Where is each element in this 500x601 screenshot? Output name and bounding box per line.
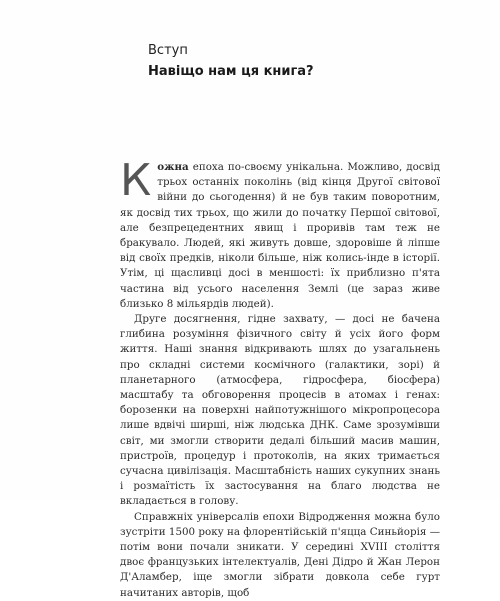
bold-lead-word: ожна bbox=[157, 161, 189, 173]
body-text bbox=[120, 155, 440, 601]
paragraph-1 bbox=[120, 155, 440, 312]
drop-cap: К bbox=[120, 155, 152, 206]
chapter-title: Навіщо нам ця книга? bbox=[148, 64, 314, 79]
chapter-label: Вступ bbox=[148, 43, 188, 58]
paragraph-2: Друге досягнення, гідне захвату, — досі не бачена глибина розуміння фізичного світу й усіх його форм життя. Наші знання відкривають шлях до узагальнень про складні системи космічного (галактики, зорі) й планетарного (атмосфера, гідросфера, біосфера) масштабу та обговорення процесів в атомах і генах: борозенки на поверхні найпотужнішого мікропроцесора лише вдвічі ширші, ніж людська ДНК. Саме зрозумівши світ, ми змогли створити дедалі більший масив машин, пристроїв, процедур і протоколів, на яких тримається сучасна цивілізація. Масштабність наших сукупних знань і розмаїтість їх застосування на благо людства не вкладається в голову. bbox=[120, 313, 440, 508]
paragraph-3: Справжніх універсалів епохи Відродження можна було зустріти 1500 року на флорентійській п'яцца Синьйорія — потім вони почали зникати. У середині XVIII століття двоє французьких інтелектуалів, Дені Дідро й Жан Лерон Д'Аламбер, іще змогли зібрати довкола себе гурт начитаних авторів, щоб bbox=[120, 510, 440, 599]
paragraph-1-text: епоха по-своєму унікальна. Можливо, досвід трьох останніх поколінь (від кінця Другої світової війни до сьогодення) й не був таким поворотним, як досвід тих трьох, що жили до початку Першої світової, але безпрецедентних явищ і проривів там теж не бракувало. Людей, які живуть довше, здоровіше й ліпше від своїх предків, ніколи більше, ніж колись-інде в історії. Утім, ці щасливці досі в меншості: їх приблизно п'ята частина від усього населення Землі (це зараз живе близько 8 мільярдів людей). bbox=[120, 161, 440, 310]
